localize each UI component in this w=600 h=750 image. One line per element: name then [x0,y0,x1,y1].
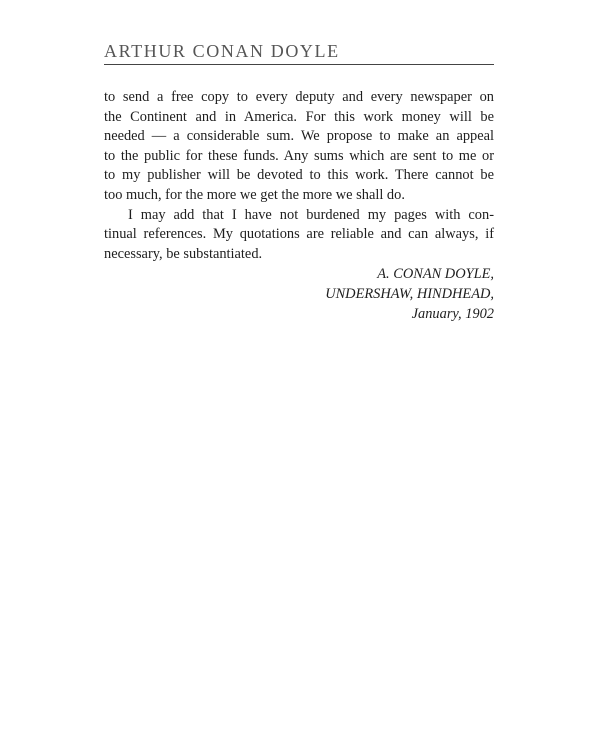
text-line: to send a free copy to every deputy and every newspaper on [104,89,494,105]
paragraph [104,88,494,206]
text-line: to my publisher will be devoted to this work. There cannot be [104,167,494,184]
signature-place: UNDERSHAW, HINDHEAD, [325,286,494,302]
signature-date: January, 1902 [411,306,494,322]
text-line: to the public for these funds. Any sums which are sent to me or [104,147,494,164]
text-line: necessary, be substantiated. [104,245,263,262]
signature-block [325,264,494,324]
text-line: tinual references. My quotations are reliable and can always, if [104,226,494,243]
header-rule [104,64,494,65]
paragraph [104,206,494,265]
text-line: too much, for the more we get the more we shall do. [104,186,405,203]
body-text [104,88,494,264]
text-line: I may add that I have not burdened my pages with con- [128,206,494,223]
signature-name: A. CONAN DOYLE, [377,266,494,282]
running-head: ARTHUR CONAN DOYLE [104,41,340,61]
text-line: needed — a considerable sum. We propose to make an appeal [104,128,494,145]
text-line: the Continent and in America. For this work money will be [104,108,494,125]
